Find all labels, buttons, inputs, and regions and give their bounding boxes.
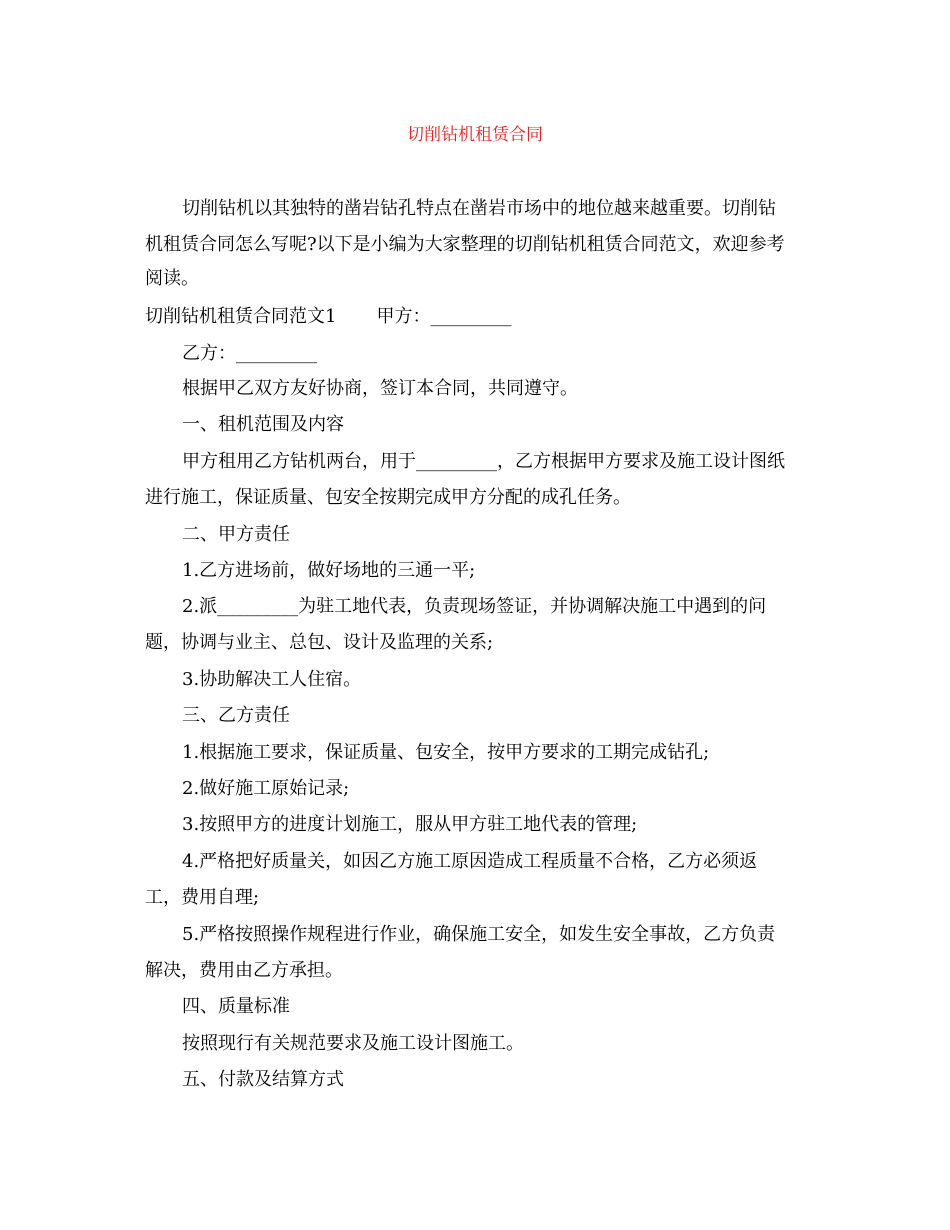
party-a-field: 甲方：_________ — [376, 306, 512, 327]
section-5-heading: 五、付款及结算方式 — [182, 1069, 344, 1090]
section-2-heading: 二、甲方责任 — [182, 524, 290, 545]
sample-heading-row — [145, 304, 825, 330]
section-3-item-1: 1.根据施工要求，保证质量、包安全，按甲方要求的工期完成钻孔; — [182, 742, 710, 763]
section-3-item-3: 3.按照甲方的进度计划施工，服从甲方驻工地代表的管理; — [182, 814, 638, 835]
section-2-item-1: 1.乙方进场前，做好场地的三通一平; — [182, 560, 476, 581]
section-1-heading: 一、租机范围及内容 — [182, 414, 344, 435]
document-title: 切削钻机租赁合同 — [407, 125, 543, 145]
section-3-item-5-line-1: 5.严格按照操作规程进行作业，确保施工安全，如发生安全事故，乙方负责 — [182, 924, 776, 945]
sample-heading: 切削钻机租赁合同范文1 — [145, 306, 337, 327]
section-1-line-2: 进行施工，保证质量、包安全按期完成甲方分配的成孔任务。 — [145, 487, 631, 508]
section-3-heading: 三、乙方责任 — [182, 705, 290, 726]
section-2-item-2-line-2: 题，协调与业主、总包、设计及监理的关系; — [145, 632, 494, 653]
agreement-text: 根据甲乙双方友好协商，签订本合同，共同遵守。 — [182, 378, 578, 399]
section-1-line-1: 甲方租用乙方钻机两台，用于_________，乙方根据甲方要求及施工设计图纸 — [182, 451, 785, 472]
section-3-item-4-line-1: 4.严格把好质量关，如因乙方施工原因造成工程质量不合格，乙方必须返 — [182, 851, 758, 872]
party-b-field: 乙方：_________ — [182, 343, 317, 364]
section-3-item-2: 2.做好施工原始记录; — [182, 778, 350, 799]
section-3-item-4-line-2: 工，费用自理; — [145, 887, 260, 908]
section-2-item-3: 3.协助解决工人住宿。 — [182, 669, 362, 690]
intro-line-3: 阅读。 — [145, 268, 199, 289]
intro-line-2: 机租赁合同怎么写呢?以下是小编为大家整理的切削钻机租赁合同范文，欢迎参考 — [145, 234, 785, 255]
section-4-line: 按照现行有关规范要求及施工设计图施工。 — [182, 1033, 524, 1054]
section-2-item-2-line-1: 2.派_________为驻工地代表，负责现场签证，并协调解决施工中遇到的问 — [182, 596, 767, 617]
section-4-heading: 四、质量标准 — [182, 996, 290, 1017]
intro-line-1: 切削钻机以其独特的凿岩钻孔特点在凿岩市场中的地位越来越重要。切削钻 — [182, 198, 776, 219]
section-3-item-5-line-2: 解决，费用由乙方承担。 — [145, 960, 343, 981]
